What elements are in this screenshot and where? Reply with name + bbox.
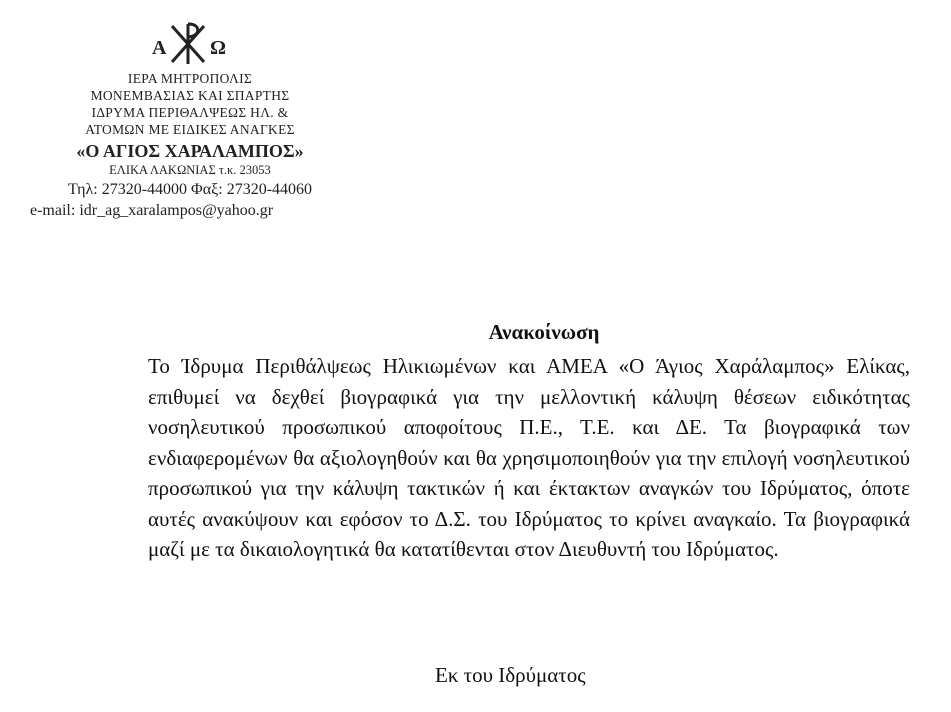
chi-rho-alpha-omega-icon (142, 20, 238, 66)
signoff: Εκ του Ιδρύματος (435, 663, 586, 687)
header-line-diocese: ΜΟΝΕΜΒΑΣΙΑΣ ΚΑΙ ΣΠΑΡΤΗΣ (90, 88, 290, 103)
header-line-metropolis: ΙΕΡΑ ΜΗΤΡΟΠΟΛΙΣ (127, 71, 253, 86)
header-line-foundation: ΙΔΡΥΜΑ ΠΕΡΙΘΑΛΨΕΩΣ ΗΛ. & (91, 105, 289, 120)
institution-name: «Ο ΑΓΙΟΣ ΧΑΡΑΛΑΜΠΟΣ» (76, 141, 304, 161)
announcement-title: Ανακοίνωση (488, 320, 600, 344)
address: ΕΛΙΚΑ ΛΑΚΩΝΙΑΣ τ.κ. 23053 (109, 163, 271, 177)
phone-fax: Τηλ: 27320-44000 Φαξ: 27320-44060 (67, 181, 313, 198)
announcement-body: Το Ίδρυμα Περιθάλψεως Ηλικιωμένων και ΑΜΕΑ «Ο Άγιος Χαράλαμπος» Ελίκας, επιθυμεί να δεχθεί βιογραφικά για την μελλοντική κάλυψη θέσεων ειδικότητας νοσηλευτικού προσωπικού αποφοίτους Π.Ε., Τ.Ε. και ΔΕ. Τα βιογραφικά των ενδιαφερομένων θα αξιολογηθούν και θα χρησιμοποιηθούν για την επιλογή νοσηλευτικού προσωπικού για την κάλυψη τακτικών ή και έκτακτων αναγκών του Ιδρύματος, όποτε αυτές ανακύψουν και εφόσον το Δ.Σ. του Ιδρύματος το κρίνει αναγκαίο. Τα βιογραφικά μαζί με τα δικαιολογητικά θα κατατίθενται στον Διευθυντή του Ιδρύματος. (148, 354, 910, 561)
announcement (148, 320, 910, 565)
logo-alpha: Α (152, 37, 167, 59)
logo-omega: Ω (210, 37, 227, 59)
email-address: e-mail: idr_ag_xaralampos@yahoo.gr (30, 202, 274, 219)
header-line-special-needs: ΑΤΟΜΩΝ ΜΕ ΕΙΔΙΚΕΣ ΑΝΑΓΚΕΣ (85, 122, 295, 137)
letterhead (30, 20, 350, 221)
